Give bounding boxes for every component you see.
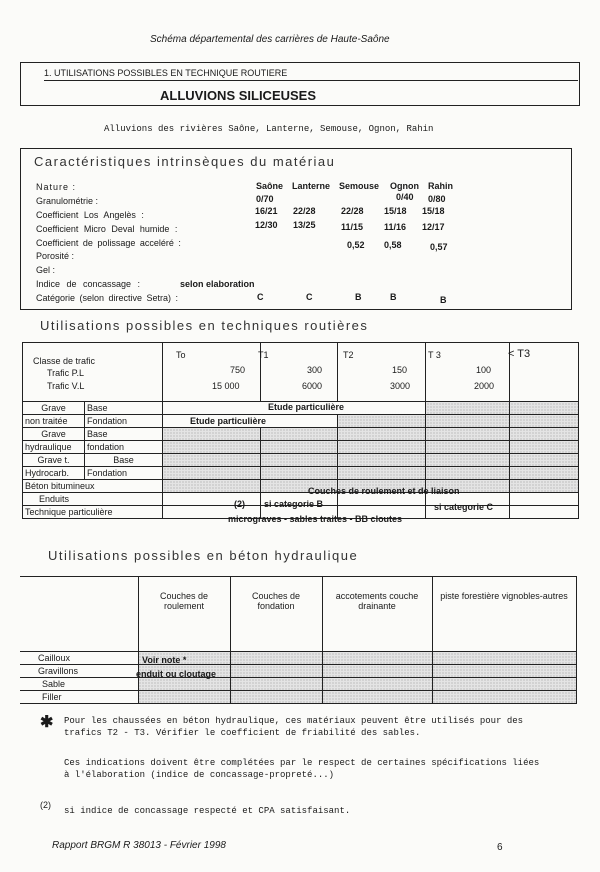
row-grave-h-c: hydraulique — [23, 441, 85, 454]
shade-cell — [426, 402, 510, 415]
shade-cell — [338, 428, 426, 441]
row-grave-nt-c: non traitée — [23, 415, 85, 428]
shade-cell — [163, 467, 261, 480]
shade-cell — [426, 415, 510, 428]
hyd-note-voir: Voir note * — [142, 655, 187, 665]
row-grave-h-b: Base — [85, 428, 163, 441]
la-saone: 16/21 — [255, 206, 278, 216]
shade-cell — [261, 428, 338, 441]
shade-cell — [230, 652, 322, 665]
label-micro-deval: Coefficient Micro Deval humide : — [36, 224, 178, 234]
la-lanterne: 22/28 — [293, 206, 316, 216]
vl-6000: 6000 — [302, 381, 323, 391]
enduits-cell — [163, 493, 261, 506]
pl-100: 100 — [476, 365, 492, 375]
footnote-indications: Ces indications doivent être complétées par le respect de certaines spécifications liées à l'élaboration (indice de concassage-propreté...) — [64, 758, 540, 780]
hyd-col-piste: piste forestière vignobles-autres — [432, 577, 576, 652]
shade-cell — [230, 665, 322, 678]
cat-lanterne: C — [306, 292, 313, 302]
cat-saone: C — [257, 292, 264, 302]
document-header: Schéma départemental des carrières de Haute-Saône — [150, 34, 390, 45]
vl-label: Trafic V.L — [47, 381, 85, 391]
hyd-row-filler: Filler — [20, 691, 138, 704]
enduits-cell — [510, 493, 579, 506]
section-title: 1. UTILISATIONS POSSIBLES EN TECHNIQUE ROUTIERE — [44, 68, 288, 78]
footnote-2: si indice de concassage respecté et CPA satisfaisant. — [64, 806, 351, 816]
la-ognon: 15/18 — [384, 206, 407, 216]
label-granulometrie: Granulométrie : — [36, 196, 99, 206]
row-grave-nt-a: Grave — [23, 402, 85, 415]
col-lanterne: Lanterne — [292, 181, 331, 191]
label-polissage: Coefficient de polissage acceléré : — [36, 238, 181, 248]
col-ognon: Ognon — [390, 181, 419, 191]
row-grave-t-c: Hydrocarb. — [23, 467, 85, 480]
note-cat-b: si categorie B — [264, 499, 324, 509]
note-cat-c: si categorie C — [434, 502, 494, 512]
shade-cell — [510, 441, 579, 454]
vl-3000: 3000 — [390, 381, 411, 391]
shade-cell — [432, 652, 576, 665]
la-semouse: 22/28 — [341, 206, 364, 216]
pl-150: 150 — [392, 365, 408, 375]
note-couches: Couches de roulement et de liaison — [308, 486, 460, 496]
road-title: Utilisations possibles en techniques routières — [40, 318, 369, 333]
hyd-row-gravillons: Gravillons — [20, 665, 138, 678]
hydraulic-title: Utilisations possibles en béton hydraulique — [48, 548, 359, 563]
row-beton: Béton bitumineux — [23, 480, 163, 493]
cat-semouse: B — [355, 292, 362, 302]
row-grave-t-d: Fondation — [85, 467, 163, 480]
class-t3: T 3 — [428, 350, 441, 360]
class-t1: T1 — [258, 350, 269, 360]
shade-cell — [261, 441, 338, 454]
col-rahin: Rahin — [428, 181, 454, 191]
star-icon: ✱ — [40, 714, 54, 731]
pl-300: 300 — [307, 365, 323, 375]
shade-cell — [426, 441, 510, 454]
classe-label: Classe de trafic — [33, 356, 96, 366]
vl-2000: 2000 — [474, 381, 495, 391]
md-lanterne: 13/25 — [293, 220, 316, 230]
shade-cell — [432, 678, 576, 691]
note-ref2: (2) — [234, 499, 245, 509]
concassage-value: selon elaboration — [180, 279, 255, 289]
col-semouse: Semouse — [339, 181, 380, 191]
shade-cell — [510, 454, 579, 467]
shade-cell — [426, 428, 510, 441]
shade-cell — [426, 454, 510, 467]
hyd-corner — [20, 577, 138, 652]
shade-cell — [338, 454, 426, 467]
row-grave-t-b: Base — [85, 454, 163, 467]
shade-cell — [322, 652, 432, 665]
shade-cell — [163, 480, 261, 493]
shade-cell — [510, 402, 579, 415]
shade-cell — [426, 467, 510, 480]
shade-cell — [322, 691, 432, 704]
hydraulic-table — [20, 576, 577, 704]
shade-cell — [510, 467, 579, 480]
hyd-col-accotements: accotements couche drainante — [322, 577, 432, 652]
md-semouse: 11/15 — [341, 222, 364, 232]
label-concassage: Indice de concassage : — [36, 279, 141, 289]
hyd-row-cailloux: Cailloux — [20, 652, 138, 665]
col-saone: Saône — [256, 181, 284, 191]
trafic-header-cell — [23, 343, 163, 402]
md-ognon: 11/16 — [384, 222, 407, 232]
label-nature: Nature : — [36, 182, 77, 192]
shade-cell — [163, 454, 261, 467]
shade-cell — [510, 428, 579, 441]
shade-cell — [138, 691, 230, 704]
label-categorie: Catégorie (selon directive Setra) : — [36, 293, 179, 303]
label-los-angeles: Coefficient Los Angelès : — [36, 210, 144, 220]
shade-cell — [261, 467, 338, 480]
shade-cell — [322, 678, 432, 691]
shade-cell — [163, 428, 261, 441]
footnote-star: Pour les chaussées en béton hydraulique, ces matériaux peuvent être utilisés pour des trafics T2 - T3. Vérifier le coefficient de friabilité des sables. — [64, 716, 524, 738]
shade-cell — [338, 415, 426, 428]
pl-label: Trafic P.L — [47, 368, 85, 378]
row-enduits: Enduits — [23, 493, 163, 506]
pol-rahin: 0,57 — [430, 242, 448, 252]
shade-cell — [261, 454, 338, 467]
shade-cell — [322, 665, 432, 678]
note-micro: micrograves - sables traites - BB cloutes — [228, 514, 403, 524]
note-etude-1: Etude particulière — [268, 402, 345, 412]
class-t2: T2 — [343, 350, 354, 360]
shade-cell — [510, 415, 579, 428]
granulo-rahin: 0/80 — [428, 194, 446, 204]
row-grave-t-a: Grave t. — [23, 454, 85, 467]
hyd-row-sable: Sable — [20, 678, 138, 691]
characteristics-title: Caractéristiques intrinsèques du matériau — [34, 154, 336, 169]
shade-cell — [432, 691, 576, 704]
shade-cell — [138, 678, 230, 691]
label-gel: Gel : — [36, 265, 56, 275]
shade-cell — [338, 467, 426, 480]
shade-cell — [432, 665, 576, 678]
cat-ognon: B — [390, 292, 397, 302]
page-number: 6 — [497, 842, 503, 853]
hyd-col-roulement: Couches de roulement — [138, 577, 230, 652]
class-t1-cell — [261, 343, 338, 402]
shade-cell — [510, 480, 579, 493]
hyd-col-fondation: Couches de fondation — [230, 577, 322, 652]
row-grave-h-d: fondation — [85, 441, 163, 454]
footer-report: Rapport BRGM R 38013 - Février 1998 — [52, 840, 226, 851]
footnote-2-ref: (2) — [40, 800, 51, 810]
pl-750: 750 — [230, 365, 246, 375]
note-etude-2: Etude particulière — [190, 416, 267, 426]
granulo-saone: 0/70 — [256, 194, 274, 204]
section-divider — [44, 80, 578, 81]
pol-semouse: 0,52 — [347, 240, 365, 250]
row-grave-nt-d: Fondation — [85, 415, 163, 428]
shade-cell — [338, 441, 426, 454]
shade-cell — [230, 678, 322, 691]
technique-cell — [510, 506, 579, 519]
hyd-note-enduit: enduit ou cloutage — [136, 669, 216, 679]
row-grave-nt-b: Base — [85, 402, 163, 415]
class-to: To — [176, 350, 186, 360]
road-table — [22, 342, 579, 519]
shade-cell — [230, 691, 322, 704]
pol-ognon: 0,58 — [384, 240, 402, 250]
md-rahin: 12/17 — [422, 222, 445, 232]
material-name: ALLUVIONS SILICEUSES — [160, 88, 317, 103]
cat-rahin: B — [440, 295, 447, 305]
material-subtitle: Alluvions des rivières Saône, Lanterne, Semouse, Ognon, Rahin — [104, 124, 434, 134]
row-grave-h-a: Grave — [23, 428, 85, 441]
row-technique: Technique particulière — [23, 506, 163, 519]
shade-cell — [163, 441, 261, 454]
label-porosite: Porosité : — [36, 251, 75, 261]
vl-15000: 15 000 — [212, 381, 240, 391]
la-rahin: 15/18 — [422, 206, 445, 216]
class-lt3: < T3 — [508, 348, 531, 360]
granulo-ognon: 0/40 — [396, 192, 414, 202]
md-saone: 12/30 — [255, 220, 278, 230]
